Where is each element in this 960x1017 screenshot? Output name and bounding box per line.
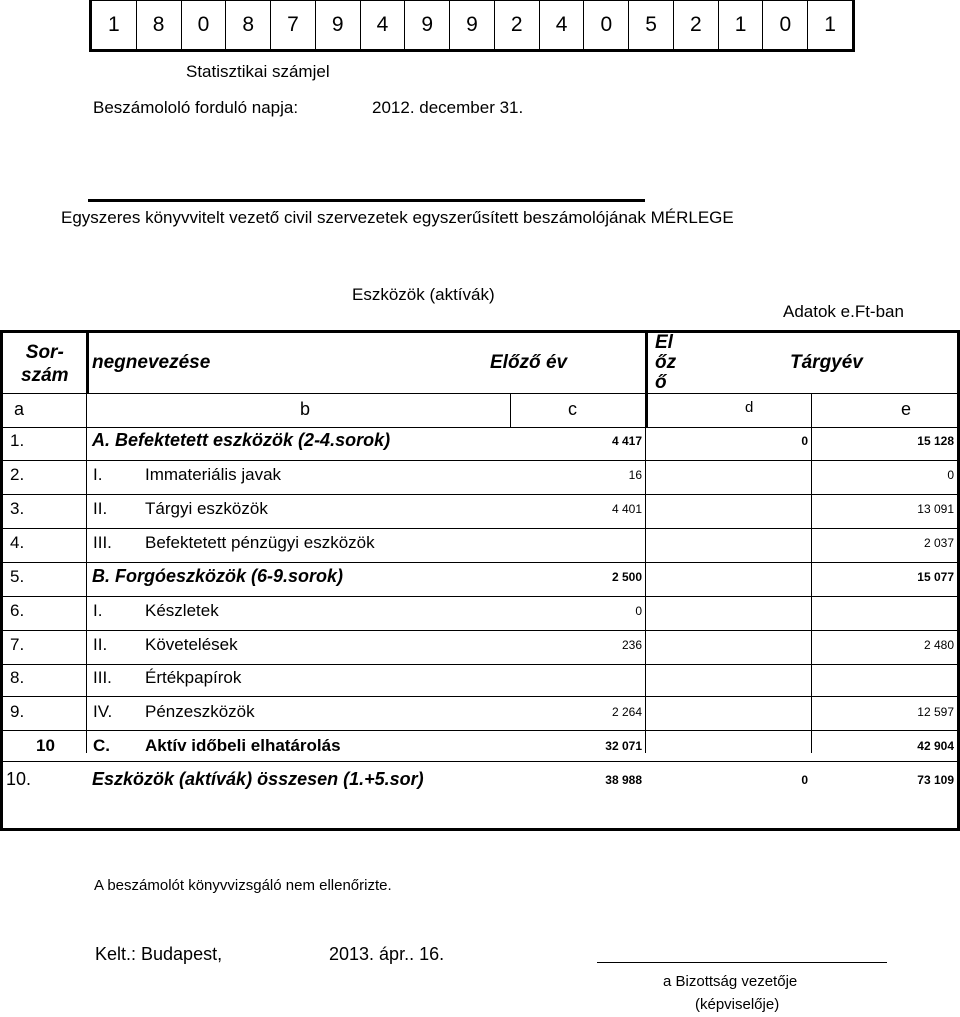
stat-digit: 7 (271, 1, 316, 49)
stat-digit: 9 (405, 1, 450, 49)
report-date-label: Beszámololó forduló napja: (93, 98, 299, 117)
stat-digit: 8 (226, 1, 271, 49)
row-value-d: 0 (801, 773, 808, 787)
row-value-e: 2 037 (923, 536, 954, 550)
signature-title: a Bizottság vezetője (663, 973, 798, 990)
title-rule (88, 199, 645, 202)
row-value-c: 16 (628, 468, 642, 482)
header-elozo-ev: Előző év (490, 352, 568, 373)
row-roman: II. (93, 499, 108, 518)
row-value-c: 2 264 (611, 705, 642, 719)
row-value-e: 2 480 (923, 638, 954, 652)
section-title: Eszközök (aktívák) (352, 285, 495, 304)
col-divider-cd (645, 427, 646, 753)
signature-subtitle: (képviselője) (695, 996, 780, 1013)
page-title: Egyszeres könyvvitelt vezető civil szervezetek egyszerűsített beszámolójának MÉRLEGE (61, 208, 734, 227)
row-number: 2. (10, 465, 25, 484)
stat-digit: 0 (182, 1, 227, 49)
stat-digit: 9 (450, 1, 495, 49)
row-rule (0, 696, 960, 697)
row-label: Befektetett pénzügyi eszközök (145, 533, 375, 552)
header-divider (645, 330, 648, 427)
header-elozo-ev-mod: El őz ő (655, 333, 677, 393)
row-value-c: 4 417 (611, 434, 642, 448)
row-label: Eszközök (aktívák) összesen (1.+5.sor) (92, 769, 424, 789)
unit-note: Adatok e.Ft-ban (783, 302, 904, 321)
row-rule (0, 460, 960, 461)
audit-note: A beszámolót könyvvizsgáló nem ellenőrizte. (94, 877, 392, 894)
row-number: 6. (10, 601, 25, 620)
row-label: Pénzeszközök (145, 702, 255, 721)
row-rule (0, 630, 960, 631)
row-rule (0, 494, 960, 495)
stat-digit: 1 (719, 1, 764, 49)
row-label: Értékpapírok (145, 668, 242, 687)
row-rule (0, 596, 960, 597)
row-value-e: 42 904 (917, 739, 954, 753)
row-rule (0, 562, 960, 563)
report-date-value: 2012. december 31. (372, 98, 524, 117)
row-number: 7. (10, 635, 25, 654)
row-value-d: 0 (801, 434, 808, 448)
row-value-e: 13 091 (917, 502, 954, 516)
row-rule (0, 427, 960, 428)
stat-digit: 2 (674, 1, 719, 49)
stat-number-box (89, 0, 855, 52)
col-letter-d: d (745, 399, 754, 416)
row-label: A. Befektetett eszközök (2-4.sorok) (92, 430, 391, 450)
row-value-c: 4 401 (611, 502, 642, 516)
stat-digit: 0 (584, 1, 629, 49)
row-number: 3. (10, 499, 25, 518)
col-letter-b: b (300, 399, 311, 419)
row-roman: III. (93, 533, 112, 552)
row-value-e: 15 077 (917, 570, 954, 584)
place-date: 2013. ápr.. 16. (329, 944, 445, 964)
row-rule (0, 664, 960, 665)
row-number: 4. (10, 533, 25, 552)
stat-digit: 2 (495, 1, 540, 49)
row-value-c: 38 988 (605, 773, 642, 787)
place-label: Kelt.: Budapest, (95, 944, 223, 964)
row-value-c: 0 (635, 604, 642, 618)
row-roman: IV. (93, 702, 113, 721)
stat-digit: 1 (92, 1, 137, 49)
row-roman: III. (93, 668, 112, 687)
row-value-c: 236 (621, 638, 642, 652)
row-value-e: 73 109 (917, 773, 954, 787)
row-label: Követelések (145, 635, 238, 654)
col-divider-de (811, 393, 812, 753)
row-rule (0, 528, 960, 529)
header-divider (86, 330, 89, 393)
stat-digit: 4 (361, 1, 406, 49)
row-number: 5. (10, 567, 25, 586)
row-number: 10. (6, 769, 32, 789)
table-left-border (0, 330, 3, 831)
row-value-e: 15 128 (917, 434, 954, 448)
row-roman: I. (93, 465, 103, 484)
row-roman: II. (93, 635, 108, 654)
row-rule (0, 761, 960, 762)
header-sorszam: Sor- szám (21, 342, 69, 386)
stat-label: Statisztikai számjel (186, 62, 330, 81)
row-label: Aktív időbeli elhatárolás (145, 736, 341, 755)
signature-line (597, 962, 887, 963)
row-label: B. Forgóeszközök (6-9.sorok) (92, 566, 344, 586)
table-bottom-border (0, 828, 960, 831)
col-letter-c: c (568, 399, 577, 419)
row-value-c: 2 500 (611, 570, 642, 584)
row-roman: C. (93, 736, 110, 755)
stat-digit: 4 (540, 1, 585, 49)
header-targyev: Tárgyév (790, 352, 863, 373)
row-label: Készletek (145, 601, 219, 620)
row-rule (0, 730, 960, 731)
row-number: 8. (10, 668, 25, 687)
stat-digit: 5 (629, 1, 674, 49)
col-letter-e: e (901, 399, 912, 419)
row-number: 10 (36, 736, 55, 755)
row-number: 9. (10, 702, 25, 721)
row-value-c: 32 071 (605, 739, 642, 753)
stat-digit: 1 (824, 13, 836, 36)
col-divider-bc (510, 393, 511, 427)
row-number: 1. (10, 431, 25, 450)
row-label: Immateriális javak (145, 465, 282, 484)
header-row-rule (0, 393, 960, 394)
row-value-e: 0 (947, 468, 954, 482)
col-letter-a: a (14, 399, 25, 419)
header-megnevezes: negnevezése (92, 352, 211, 373)
stat-digit: 8 (137, 1, 182, 49)
row-value-e: 12 597 (917, 705, 954, 719)
table-top-border (0, 330, 960, 333)
stat-digit: 0 (763, 1, 808, 49)
row-roman: I. (93, 601, 103, 620)
stat-digit: 9 (316, 1, 361, 49)
col-divider-ab (86, 393, 87, 753)
row-label: Tárgyi eszközök (145, 499, 268, 518)
